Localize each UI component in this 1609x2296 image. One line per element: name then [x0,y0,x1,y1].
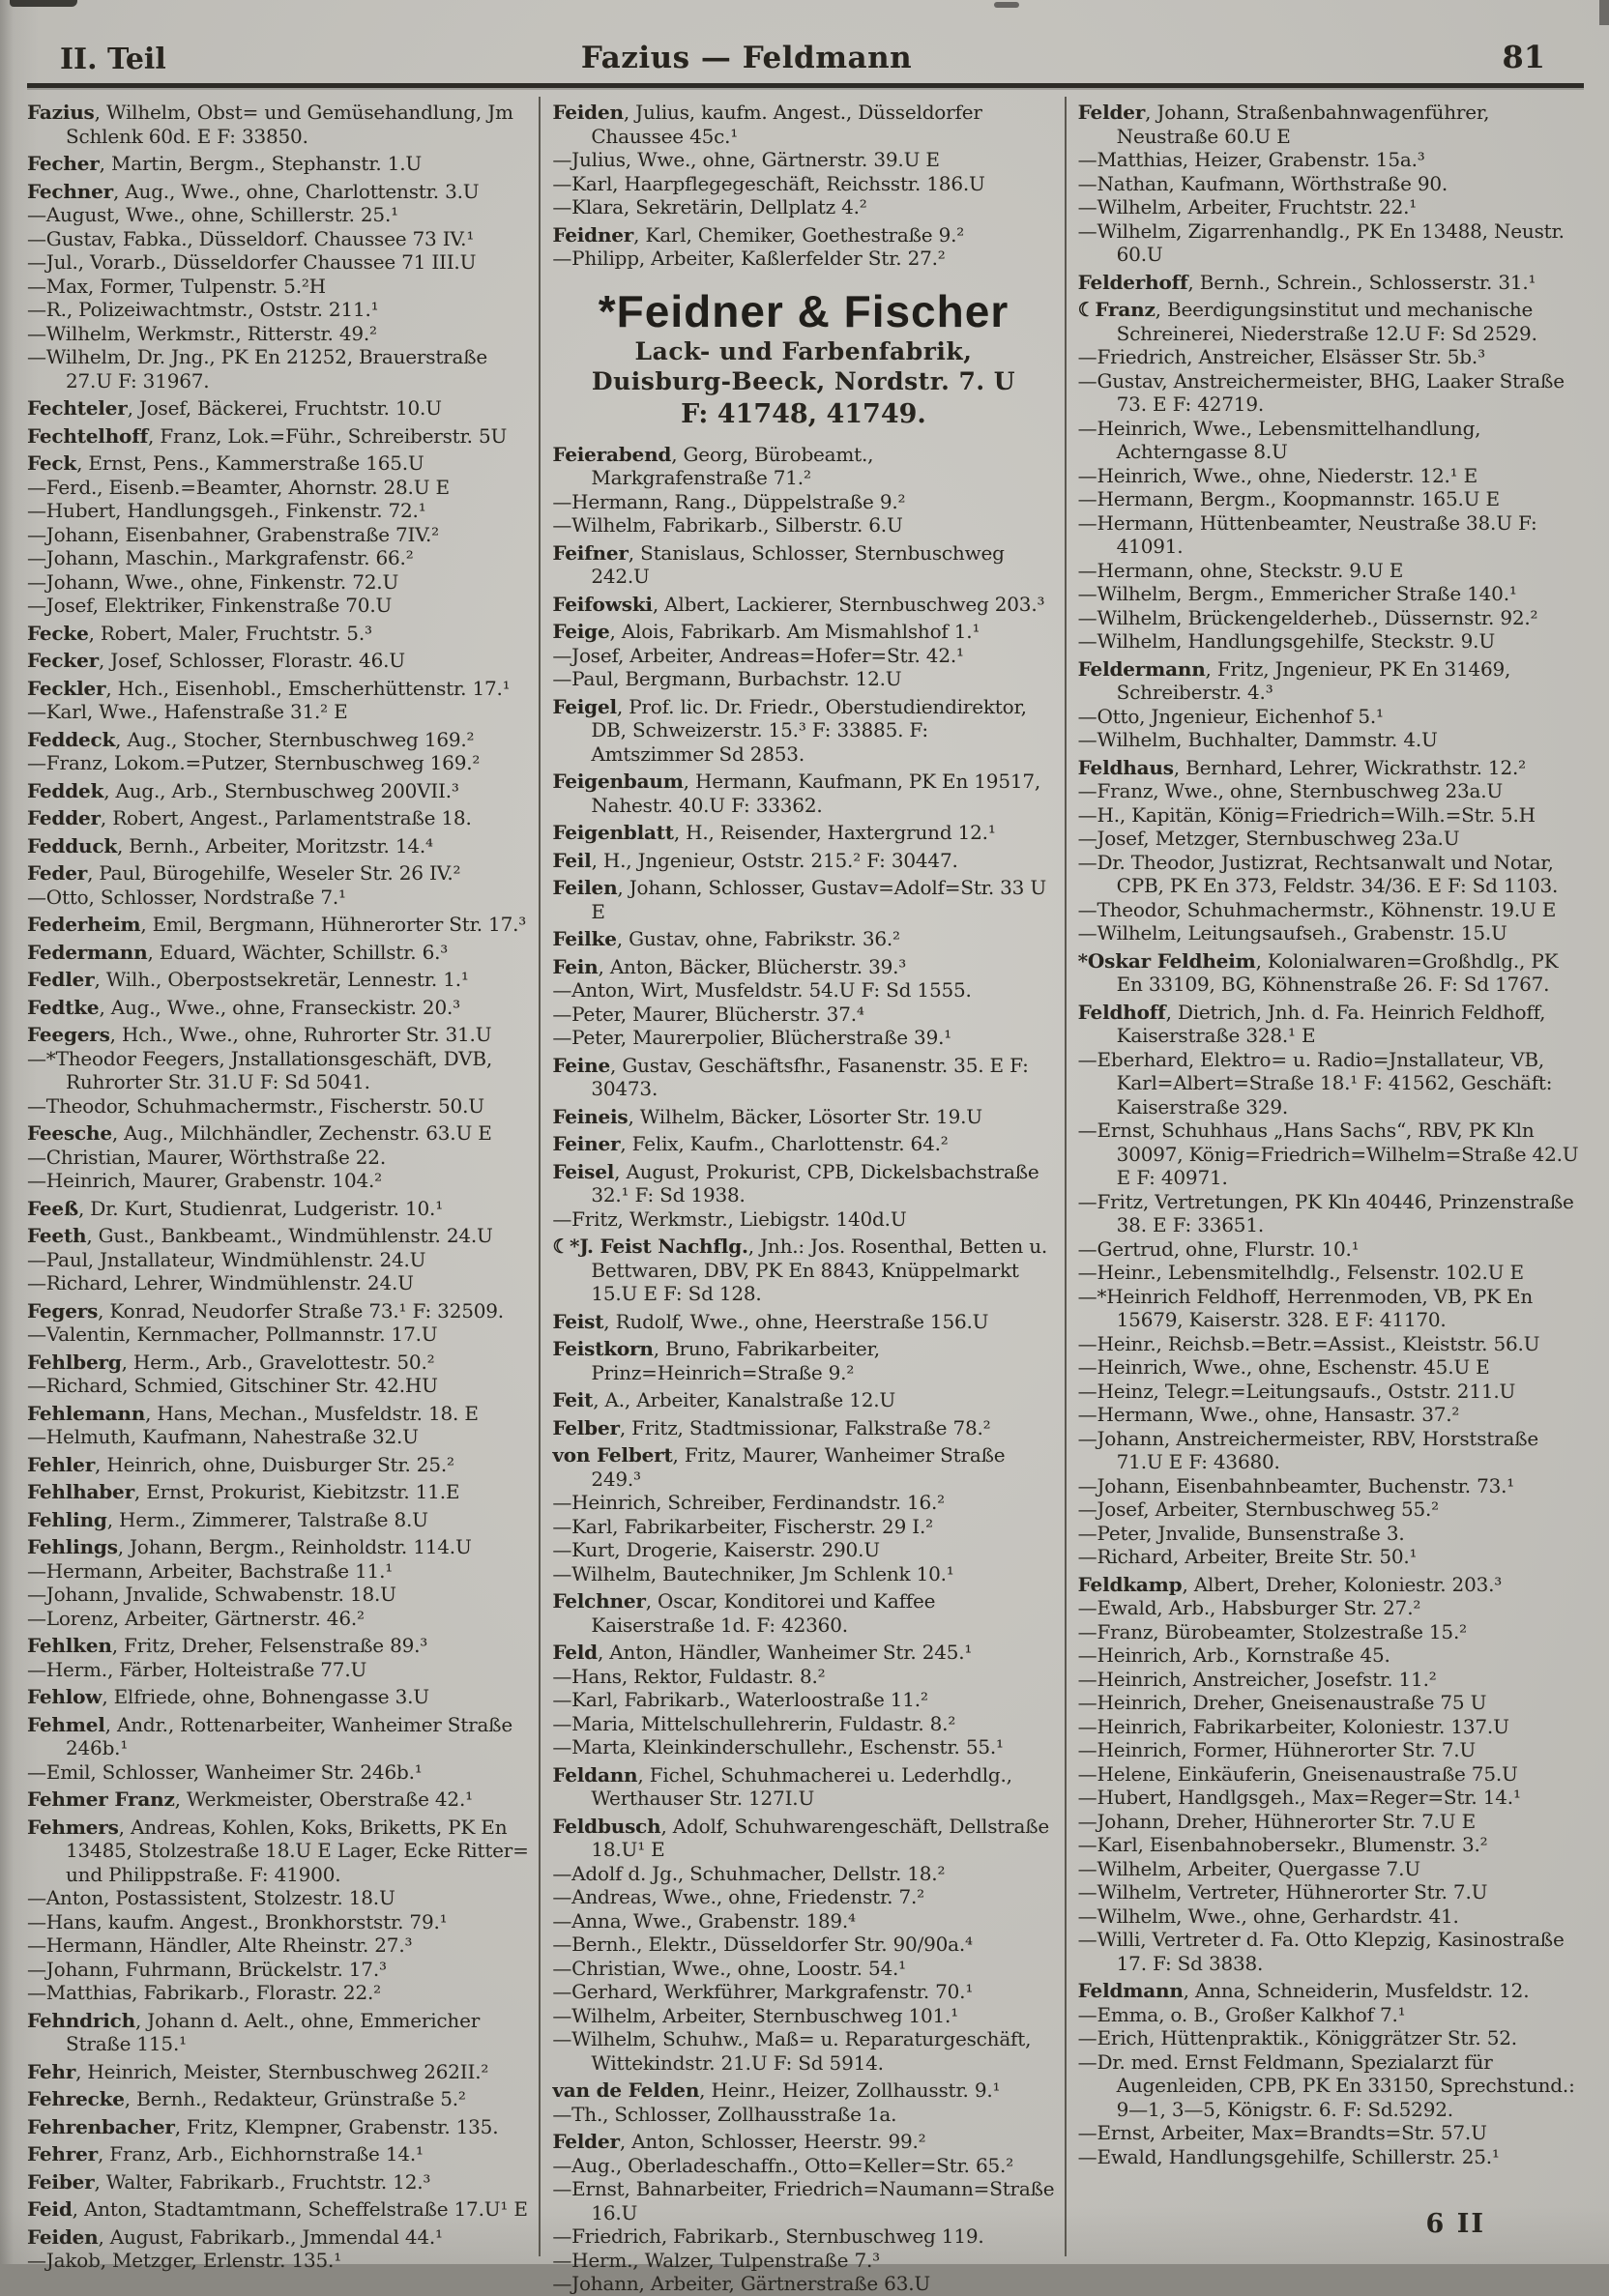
directory-entry: —Ernst, Bahnarbeiter, Friedrich=Naumann=Straße 16.U [552,2177,1055,2224]
directory-entry: —Otto, Jngenieur, Eichenhof 5.¹ [1077,704,1384,728]
directory-entry: —Andreas, Wwe., ohne, Friedenstr. 7.² [552,1885,924,1908]
directory-entry: Fedduck, Bernh., Arbeiter, Moritzstr. 14.⁴ [27,833,433,857]
directory-entry: Fehlberg, Herm., Arb., Gravelottestr. 50.² [27,1350,435,1374]
directory-entry: Feldbusch, Adolf, Schuhwarengeschäft, Dellstraße 18.U¹ E [552,1814,1050,1861]
directory-entry: —Julius, Wwe., ohne, Gärtnerstr. 39.U E [552,148,940,171]
directory-entry: Feidner, Karl, Chemiker, Goethestraße 9.² [552,222,965,247]
directory-entry: —Helmuth, Kaufmann, Nahestraße 32.U [27,1425,419,1448]
directory-entry: —Wilhelm, Vertreter, Hühnerorter Str. 7.U [1077,1880,1488,1904]
directory-entry: Fehmel, Andr., Rottenarbeiter, Wanheimer Straße 246b.¹ [27,1712,512,1759]
ad-line-business: Lack- und Farbenfabrik, [634,336,973,365]
directory-entry: Feierabend, Georg, Bürobeamt., Markgrafenstraße 71.² [552,442,874,489]
directory-entry: Fecher, Martin, Bergm., Stephanstr. 1.U [27,152,423,175]
directory-entry: Feistkorn, Bruno, Fabrikarbeiter, Prinz=Heinrich=Straße 9.² [552,1337,880,1384]
scan-artifact [1599,0,1609,25]
directory-entry: —Peter, Jnvalide, Bunsenstraße 3. [1077,1521,1405,1545]
directory-entry: —*Heinrich Feldhoff, Herrenmoden, VB, PK En 15679, Kaiserstr. 328. E F: 41170. [1077,1284,1534,1331]
directory-entry: —Paul, Bergmann, Burbachstr. 12.U [552,667,902,690]
directory-entry: —Lorenz, Arbeiter, Gärtnerstr. 46.² [27,1606,365,1630]
directory-entry: —Ernst, Schuhhaus „Hans Sachs“, RBV, PK Kln 30097, König=Friedrich=Wilhelm=Straße 42.U E F: 40971. [1077,1119,1579,1189]
directory-entry: Feiden, August, Fabrikarb., Jmmendal 44.¹ [27,2224,443,2249]
directory-entry: Feist, Rudolf, Wwe., ohne, Heerstraße 156.U [552,1309,989,1333]
directory-entry: —Richard, Arbeiter, Breite Str. 50.¹ [1077,1545,1418,1568]
directory-entry: von Felbert, Fritz, Maurer, Wanheimer Straße 249.³ [552,1443,1006,1491]
directory-entry: —Johann, Wwe., ohne, Finkenstr. 72.U [27,569,399,594]
directory-entry: Felder, Johann, Straßenbahnwagenführer, Neustraße 60.U E [1077,101,1490,148]
directory-entry: Feisel, August, Prokurist, CPB, Dickelsbachstraße 32.¹ F: Sd 1938. [552,1159,1039,1206]
directory-entry: Fazius, Wilhelm, Obst= und Gemüsehandlung, Jm Schlenk 60d. E F: 33850. [27,101,513,148]
directory-entry: —Johann, Maschin., Markgrafenstr. 66.² [27,546,414,569]
directory-entry: —Wilhelm, Arbeiter, Quergasse 7.U [1077,1856,1420,1880]
directory-entry: —Matthias, Fabrikarb., Florastr. 22.² [27,1981,381,2004]
directory-entry: —Gustav, Anstreichermeister, BHG, Laaker Straße 73. E F: 42719. [1077,368,1565,416]
directory-entry: —Gustav, Fabka., Düsseldorf. Chaussee 73 IV.¹ [27,226,475,250]
directory-entry: —Wilhelm, Arbeiter, Fruchtstr. 22.¹ [1077,195,1418,218]
directory-entry: —Aug., Oberladeschaffn., Otto=Keller=Str. 65.² [552,2153,1014,2177]
directory-entry: —Josef, Arbeiter, Andreas=Hofer=Str. 42.¹ [552,643,964,667]
directory-entry: —Ewald, Handlungsgehilfe, Schillerstr. 25.¹ [1077,2144,1500,2168]
directory-entry: Feiden, Julius, kaufm. Angest., Düsseldorfer Chaussee 45c.¹ [552,101,982,148]
column-2-top [552,101,1054,271]
directory-entry: Feit, A., Arbeiter, Kanalstraße 12.U [552,1388,896,1411]
directory-entry: —Wilhelm, Zigarrenhandlg., PK En 13488, Neustr. 60.U [1077,218,1565,266]
directory-entry: Feid, Anton, Stadtamtmann, Scheffelstraße 17.U¹ E [27,2197,528,2221]
directory-entry: —Helene, Einkäuferin, Gneisenaustraße 75.U [1077,1761,1518,1786]
directory-entry: —Erich, Hüttenpraktik., Königgrätzer Str. 52. [1077,2026,1517,2049]
directory-entry: —H., Kapitän, König=Friedrich=Wilh.=Str. 5.H [1077,802,1536,827]
directory-entry: —Wilhelm, Fabrikarb., Silberstr. 6.U [552,513,903,537]
directory-entry: —Heinrich, Wwe., Lebensmittelhandlung, Achterngasse 8.U [1077,416,1481,463]
directory-entry: —Wilhelm, Dr. Jng., PK En 21252, Brauerstraße 27.U F: 31967. [27,345,488,392]
directory-entry: —Franz, Lokom.=Putzer, Sternbuschweg 169.² [27,751,481,774]
directory-entry: Feigenbaum, Hermann, Kaufmann, PK En 19517, Nahestr. 40.U F: 33362. [552,770,1041,817]
directory-entry: —Philipp, Arbeiter, Kaßlerfelder Str. 27.² [552,247,946,270]
directory-entry: Feiner, Felix, Kaufm., Charlottenstr. 64.² [552,1132,949,1155]
scan-artifact [994,2,1019,8]
signature-mark: 6 II [1425,2209,1485,2239]
directory-entry: Feil, H., Jngenieur, Oststr. 215.² F: 30447. [552,848,958,872]
directory-entry: —Otto, Schlosser, Nordstraße 7.¹ [27,885,346,909]
directory-entry: Feeth, Gust., Bankbeamt., Windmühlenstr. 24.U [27,1224,493,1247]
directory-entry: —Wilhelm, Wwe., ohne, Gerhardstr. 41. [1077,1904,1459,1928]
directory-entry: —Th., Schlosser, Zollhausstraße 1a. [552,2102,897,2126]
directory-entry: —Ewald, Arb., Habsburger Str. 27.² [1077,1596,1421,1619]
directory-entry: —Karl, Wwe., Hafenstraße 31.² E [27,700,348,723]
directory-entry: Fehlken, Fritz, Dreher, Felsenstraße 89.³ [27,1634,428,1657]
directory-entry: —Hermann, Arbeiter, Bachstraße 11.¹ [27,1558,394,1583]
directory-entry: Fehrenbacher, Fritz, Klempner, Grabenstr. 135. [27,2114,499,2138]
directory-entry: —Heinrich, Wwe., ohne, Eschenstr. 45.U E [1077,1355,1490,1379]
directory-entry: Fegers, Konrad, Neudorfer Straße 73.¹ F: 32509. [27,1298,504,1322]
directory-entry: —Josef, Metzger, Sternbuschweg 23a.U [1077,827,1460,850]
directory-entry: —Ferd., Eisenb.=Beamter, Ahornstr. 28.U E [27,475,450,499]
directory-entry: —Heinr., Lebensmitelhdlg., Felsenstr. 102.U E [1077,1261,1524,1284]
directory-entry: —Johann, Anstreichermeister, RBV, Horststraße 71.U E F: 43680. [1077,1426,1539,1473]
directory-entry: Fedder, Robert, Angest., Parlamentstraße 18. [27,806,472,829]
directory-entry: —Johann, Jnvalide, Schwabenstr. 18.U [27,1583,396,1606]
directory-entry: —Karl, Fabrikarbeiter, Fischerstr. 29 I.² [552,1514,933,1538]
directory-entry: Fehling, Herm., Zimmerer, Talstraße 8.U [27,1507,428,1531]
directory-entry: —Jakob, Metzger, Erlenstr. 135.¹ [27,2249,342,2272]
directory-entry: Feckler, Hch., Eisenhobl., Emscherhüttenstr. 17.¹ [27,676,511,700]
directory-entry: —Klara, Sekretärin, Dellplatz 4.² [552,195,867,218]
directory-entry: —Karl, Eisenbahnobersekr., Blumenstr. 3.² [1077,1833,1488,1856]
directory-entry: Feldann, Fichel, Schuhmacherei u. Lederhdlg., Werthauser Str. 127I.U [552,1762,1012,1810]
directory-entry: —Josef, Arbeiter, Sternbuschweg 55.² [1077,1497,1439,1521]
directory-entry: Feddeck, Aug., Stocher, Sternbuschweg 169.² [27,727,475,751]
column-3 [1065,97,1590,2256]
directory-entry: —Max, Former, Tulpenstr. 5.²H [27,274,326,298]
directory-entry: Fehr, Heinrich, Meister, Sternbuschweg 262II.² [27,2059,489,2083]
directory-entry: ☾*J. Feist Nachflg., Jnh.: Jos. Rosenthal, Betten u. Bettwaren, DBV, PK En 8843, Knüppelmarkt 15.U E F: Sd 128. [552,1235,1048,1305]
directory-entry: —Wilhelm, Buchhalter, Dammstr. 4.U [1077,728,1438,751]
directory-entry: —*Theodor Feegers, Jnstallationsgeschäft, DVB, Ruhrorter Str. 31.U F: Sd 5041. [27,1046,492,1093]
directory-entry: —Peter, Maurer, Blücherstr. 37.⁴ [552,1002,864,1026]
part-label: II. Teil [60,43,166,76]
directory-entry: —Heinrich, Wwe., ohne, Niederstr. 12.¹ E [1077,463,1477,487]
directory-entry: Feineis, Wilhelm, Bäcker, Lösorter Str. 19.U [552,1104,982,1128]
directory-entry: —Bernh., Elektr., Düsseldorfer Str. 90/90a.⁴ [552,1933,973,1956]
directory-entry: —Wilhelm, Bautechniker, Jm Schlenk 10.¹ [552,1561,954,1585]
directory-entry: Feeß, Dr. Kurt, Studienrat, Ludgeristr. 10.¹ [27,1196,444,1220]
directory-entry: Fechner, Aug., Wwe., ohne, Charlottenstr. 3.U [27,179,480,203]
directory-entry: —Johann, Dreher, Hühnerorter Str. 7.U E [1077,1809,1477,1833]
directory-entry: Fehndrich, Johann d. Aelt., ohne, Emmericher Straße 115.¹ [27,2008,481,2055]
directory-entry: —Adolf d. Jg., Schuhmacher, Dellstr. 18.² [552,1861,946,1885]
columns-container [27,97,1590,2295]
directory-entry: —Hermann, Bergm., Koopmannstr. 165.U E [1077,487,1500,510]
column-2-rest [552,443,1054,2296]
directory-entry: Feiber, Walter, Fabrikarb., Fruchtstr. 12.³ [27,2169,431,2194]
page-number: 81 [1502,39,1545,75]
directory-entry: Fecke, Robert, Maler, Fruchtstr. 5.³ [27,621,372,645]
directory-entry: Fehmers, Andreas, Kohlen, Koks, Briketts, PK En 13485, Stolzestraße 18.U E Lager, Ecke Ritter= und Philippstraße. F: 41900. [27,1815,529,1886]
directory-entry: Feifowski, Albert, Lackierer, Sternbuschweg 203.³ [552,592,1045,616]
directory-entry: —Ernst, Arbeiter, Max=Brandts=Str. 57.U [1077,2121,1487,2144]
directory-entry: —Valentin, Kernmacher, Pollmannstr. 17.U [27,1322,438,1346]
directory-entry: —Theodor, Schuhmachermstr., Köhnenstr. 19.U E [1077,897,1557,921]
directory-entry: —Gertrud, ohne, Flurstr. 10.¹ [1077,1236,1360,1261]
ad-line-phone: F: 41748, 41749. [681,398,926,429]
directory-entry: Felber, Fritz, Stadtmissionar, Falkstraße 78.² [552,1415,991,1439]
directory-entry: —Wilhelm, Leitungsaufseh., Grabenstr. 15.U [1077,921,1507,945]
directory-entry: —Herm., Walzer, Tulpenstraße 7.³ [552,2248,880,2272]
directory-entry: —Marta, Kleinkinderschullehr., Eschenstr. 55.¹ [552,1735,1004,1758]
directory-entry: —Fritz, Vertretungen, PK Kln 40446, Prinzenstraße 38. E F: 33651. [1077,1189,1574,1236]
directory-entry: —Johann, Eisenbahnbeamter, Buchenstr. 73.¹ [1077,1473,1515,1497]
directory-entry: —Dr. med. Ernst Feldmann, Spezialarzt für Augenleiden, CPB, PK En 33150, Sprechstund.: 9—1, 3—5, Königstr. 6. F: Sd.5292. [1077,2049,1575,2121]
directory-entry: Feige, Alois, Fabrikarb. Am Mismahlshof 1.¹ [552,620,980,643]
directory-entry: —Hans, kaufm. Angest., Bronkhorststr. 79.¹ [27,1909,448,1933]
directory-entry: Feld, Anton, Händler, Wanheimer Str. 245.¹ [552,1641,973,1664]
directory-entry: —Heinr., Reichsb.=Betr.=Assist., Kleiststr. 56.U [1077,1331,1540,1355]
directory-entry: —Heinrich, Dreher, Gneisenaustraße 75 U [1077,1691,1487,1714]
directory-entry: Felder, Anton, Schlosser, Heerstr. 99.² [552,2130,926,2153]
directory-entry: —Paul, Jnstallateur, Windmühlenstr. 24.U [27,1247,426,1271]
directory-entry: —R., Polizeiwachtmstr., Oststr. 211.¹ [27,298,379,321]
directory-entry: —Josef, Elektriker, Finkenstraße 70.U [27,594,393,617]
directory-entry: —Gerhard, Werkführer, Markgrafenstr. 70.¹ [552,1980,974,2003]
directory-entry: —Peter, Maurerpolier, Blücherstraße 39.¹ [552,1026,952,1049]
directory-entry: —Heinrich, Anstreicher, Josefstr. 11.² [1077,1667,1437,1691]
directory-entry: —Jul., Vorarb., Düsseldorfer Chaussee 71 III.U [27,250,477,274]
directory-entry: —Theodor, Schuhmachermstr., Fischerstr. 50.U [27,1093,484,1118]
directory-entry: —Heinrich, Former, Hühnerorter Str. 7.U [1077,1738,1477,1761]
directory-entry: —Hans, Rektor, Fuldastr. 8.² [552,1664,826,1688]
directory-entry: Fehlings, Johann, Bergm., Reinholdstr. 114.U [27,1535,472,1558]
directory-entry: —Hermann, Rang., Düppelstraße 9.² [552,489,906,513]
directory-entry: —Franz, Bürobeamter, Stolzestraße 15.² [1077,1619,1467,1643]
directory-entry: —Nathan, Kaufmann, Wörthstraße 90. [1077,171,1448,195]
directory-entry: —Heinz, Telegr.=Leitungsaufs., Oststr. 211.U [1077,1379,1516,1403]
directory-entry: —Friedrich, Anstreicher, Elsässer Str. 5b.³ [1077,345,1485,368]
directory-entry: Fehlhaber, Ernst, Prokurist, Kiebitzstr. 11.E [27,1480,460,1503]
directory-entry: —Richard, Schmied, Gitschiner Str. 42.HU [27,1374,438,1397]
directory-entry: Felchner, Oscar, Konditorei und Kaffee Kaiserstraße 1d. F: 42360. [552,1589,936,1637]
directory-entry: —Johann, Fuhrmann, Brückelstr. 17.³ [27,1957,387,1981]
directory-entry: —Franz, Wwe., ohne, Sternbuschweg 23a.U [1077,779,1504,802]
ad-company-name: *Feidner & Fischer [598,285,1009,336]
directory-entry: —Karl, Fabrikarb., Waterloostraße 11.² [552,1688,928,1711]
directory-entry: —Friedrich, Fabrikarb., Sternbuschweg 119. [552,2224,984,2248]
directory-entry: —Eberhard, Elektro= u. Radio=Jnstallateur, VB, Karl=Albert=Straße 18.¹ F: 41562, Geschäft: Kaiserstraße 329. [1077,1047,1553,1119]
directory-entry: —Wilhelm, Arbeiter, Sternbuschweg 101.¹ [552,2003,959,2027]
directory-entry: Feddek, Aug., Arb., Sternbuschweg 200VII.³ [27,778,459,802]
directory-entry: —Christian, Maurer, Wörthstraße 22. [27,1145,386,1169]
directory-entry: Feck, Ernst, Pens., Kammerstraße 165.U [27,451,424,475]
column-2 [539,97,1064,2295]
directory-entry: Fehlow, Elfriede, ohne, Bohnengasse 3.U [27,1685,429,1708]
directory-entry: —Emma, o. B., Großer Kalkhof 7.¹ [1077,2002,1406,2026]
directory-entry: —Fritz, Werkmstr., Liebigstr. 140d.U [552,1206,907,1231]
scan-artifact [10,0,77,7]
directory-entry: Feldhaus, Bernhard, Lehrer, Wickrathstr. 12.² [1077,755,1526,779]
directory-entry: Feldmann, Anna, Schneiderin, Musfeldstr. 12. [1077,1979,1530,2002]
directory-entry: Fechtelhoff, Franz, Lok.=Führ., Schreiberstr. 5U [27,423,508,448]
directory-entry: —Dr. Theodor, Justizrat, Rechtsanwalt und Notar, CPB, PK En 373, Feldstr. 34/36. E F: Sd 1103. [1077,850,1559,897]
directory-entry: —Karl, Haarpflegegeschäft, Reichsstr. 186.U [552,171,985,195]
directory-entry: —Herm., Färber, Holteistraße 77.U [27,1657,367,1681]
directory-entry: —Johann, Eisenbahner, Grabenstraße 7IV.² [27,522,439,546]
directory-entry: Feldkamp, Albert, Dreher, Koloniestr. 203.³ [1077,1572,1503,1596]
directory-entry: ☾Franz, Beerdigungsinstitut und mechanische Schreinerei, Niederstraße 12.U F: Sd 2529. [1077,298,1537,345]
directory-entry: —Hermann, Hüttenbeamter, Neustraße 38.U F: 41091. [1077,510,1537,558]
directory-entry: —Heinrich, Fabrikarbeiter, Koloniestr. 137.U [1077,1714,1509,1738]
directory-entry: —Hubert, Handlungsgeh., Finkenstr. 72.¹ [27,499,426,522]
directory-entry: —Matthias, Heizer, Grabenstr. 15a.³ [1077,148,1425,171]
directory-entry: Feilke, Gustav, ohne, Fabrikstr. 36.² [552,927,900,950]
directory-entry: —Johann, Arbeiter, Gärtnerstraße 63.U [552,2272,931,2295]
directory-entry: Feilen, Johann, Schlosser, Gustav=Adolf=Str. 33 U E [552,876,1046,923]
directory-entry: Fehrecke, Bernh., Redakteur, Grünstraße 5.² [27,2087,466,2110]
directory-entry: —Heinrich, Schreiber, Ferdinandstr. 16.² [552,1491,946,1514]
directory-entry: Federheim, Emil, Bergmann, Hühnerorter Str. 17.³ [27,913,527,936]
directory-entry: *Oskar Feldheim, Kolonialwaren=Großhdlg., PK En 33109, BG, Köhnenstraße 26. F: Sd 1767. [1077,948,1559,996]
directory-entry: Fechteler, Josef, Bäckerei, Fruchtstr. 10.U [27,396,442,420]
directory-entry: Feifner, Stanislaus, Schlosser, Sternbuschweg 242.U [552,540,1005,588]
directory-entry: —Christian, Wwe., ohne, Loostr. 54.¹ [552,1956,906,1980]
directory-entry: Feder, Paul, Bürogehilfe, Weseler Str. 26 IV.² [27,861,461,885]
directory-entry: —August, Wwe., ohne, Schillerstr. 25.¹ [27,203,398,226]
directory-entry: Feine, Gustav, Geschäftsfhr., Fasanenstr. 35. E F: 30473. [552,1053,1029,1100]
page-title: Fazius — Feldmann [580,41,913,75]
directory-entry: —Willi, Vertreter d. Fa. Otto Klepzig, Kasinostraße 17. F: Sd 3838. [1077,1928,1565,1975]
directory-entry: Feigenblatt, H., Reisender, Haxtergrund 12.¹ [552,821,996,844]
advertisement [556,286,1050,431]
directory-entry: —Kurt, Drogerie, Kaiserstr. 290.U [552,1538,880,1561]
directory-entry: —Wilhelm, Bergm., Emmericher Straße 140.¹ [1077,582,1517,605]
directory-entry: —Hermann, ohne, Steckstr. 9.U E [1077,558,1404,582]
directory-entry: Fedler, Wilh., Oberpostsekretär, Lennestr. 1.¹ [27,968,469,991]
directory-entry: —Wilhelm, Handlungsgehilfe, Steckstr. 9.U [1077,629,1495,653]
directory-entry: Federmann, Eduard, Wächter, Schillstr. 6.³ [27,940,449,964]
directory-entry: van de Felden, Heinr., Heizer, Zollhausstr. 9.¹ [552,2078,1001,2102]
ad-line-address: Duisburg-Beeck, Nordstr. 7. U [591,366,1016,395]
directory-entry: Fehler, Heinrich, ohne, Duisburger Str. 25.² [27,1452,454,1476]
directory-entry: —Anna, Wwe., Grabenstr. 189.⁴ [552,1908,856,1933]
directory-entry: —Anton, Wirt, Musfeldstr. 54.U F: Sd 1555. [552,978,972,1002]
directory-entry: —Heinrich, Arb., Kornstraße 45. [1077,1643,1390,1667]
directory-entry: —Hubert, Handlgsgeh., Max=Reger=Str. 14.¹ [1077,1786,1521,1809]
directory-entry: Felderhoff, Bernh., Schrein., Schlosserstr. 31.¹ [1077,270,1536,294]
directory-entry: Fehrer, Franz, Arb., Eichhornstraße 14.¹ [27,2142,424,2165]
directory-entry: Feldermann, Fritz, Jngenieur, PK En 31469, Schreiberstr. 4.³ [1077,656,1511,704]
directory-entry: Feegers, Hch., Wwe., ohne, Ruhrorter Str. 31.U [27,1023,492,1046]
directory-entry: —Maria, Mittelschullehrerin, Fuldastr. 8.² [552,1711,956,1735]
directory-entry: Fecker, Josef, Schlosser, Florastr. 46.U [27,649,405,672]
directory-entry: Fein, Anton, Bäcker, Blücherstr. 39.³ [552,954,907,978]
directory-entry: —Heinrich, Maurer, Grabenstr. 104.² [27,1169,382,1192]
directory-entry: —Wilhelm, Brückengelderheb., Düssernstr. 92.² [1077,605,1538,629]
directory-entry: Fehlemann, Hans, Mechan., Musfeldstr. 18. E [27,1401,479,1425]
directory-entry: Feesche, Aug., Milchhändler, Zechenstr. 63.U E [27,1121,492,1145]
directory-entry: Fehmer Franz, Werkmeister, Oberstraße 42.¹ [27,1787,473,1811]
directory-entry: —Hermann, Wwe., ohne, Hansastr. 37.² [1077,1403,1460,1426]
directory-entry: —Anton, Postassistent, Stolzestr. 18.U [27,1886,395,1909]
directory-entry: —Hermann, Händler, Alte Rheinstr. 27.³ [27,1933,413,1957]
directory-entry: —Wilhelm, Werkmstr., Ritterstr. 49.² [27,321,377,345]
directory-entry: Fedtke, Aug., Wwe., ohne, Franseckistr. 20.³ [27,995,460,1019]
directory-entry: —Wilhelm, Schuhw., Maß= u. Reparaturgeschäft, Wittekindstr. 21.U F: Sd 5914. [552,2027,1032,2075]
directory-entry: —Emil, Schlosser, Wanheimer Str. 246b.¹ [27,1759,423,1784]
directory-entry: Feldhoff, Dietrich, Jnh. d. Fa. Heinrich Feldhoff, Kaiserstraße 328.¹ E [1077,1000,1546,1047]
directory-entry: Feigel, Prof. lic. Dr. Friedr., Oberstudiendirektor, DB, Schweizerstr. 15.³ F: 33885. F: Amtszimmer Sd 2853. [552,694,1027,766]
header-rule [27,83,1584,88]
column-1 [27,97,539,2272]
directory-entry: —Richard, Lehrer, Windmühlenstr. 24.U [27,1271,414,1294]
